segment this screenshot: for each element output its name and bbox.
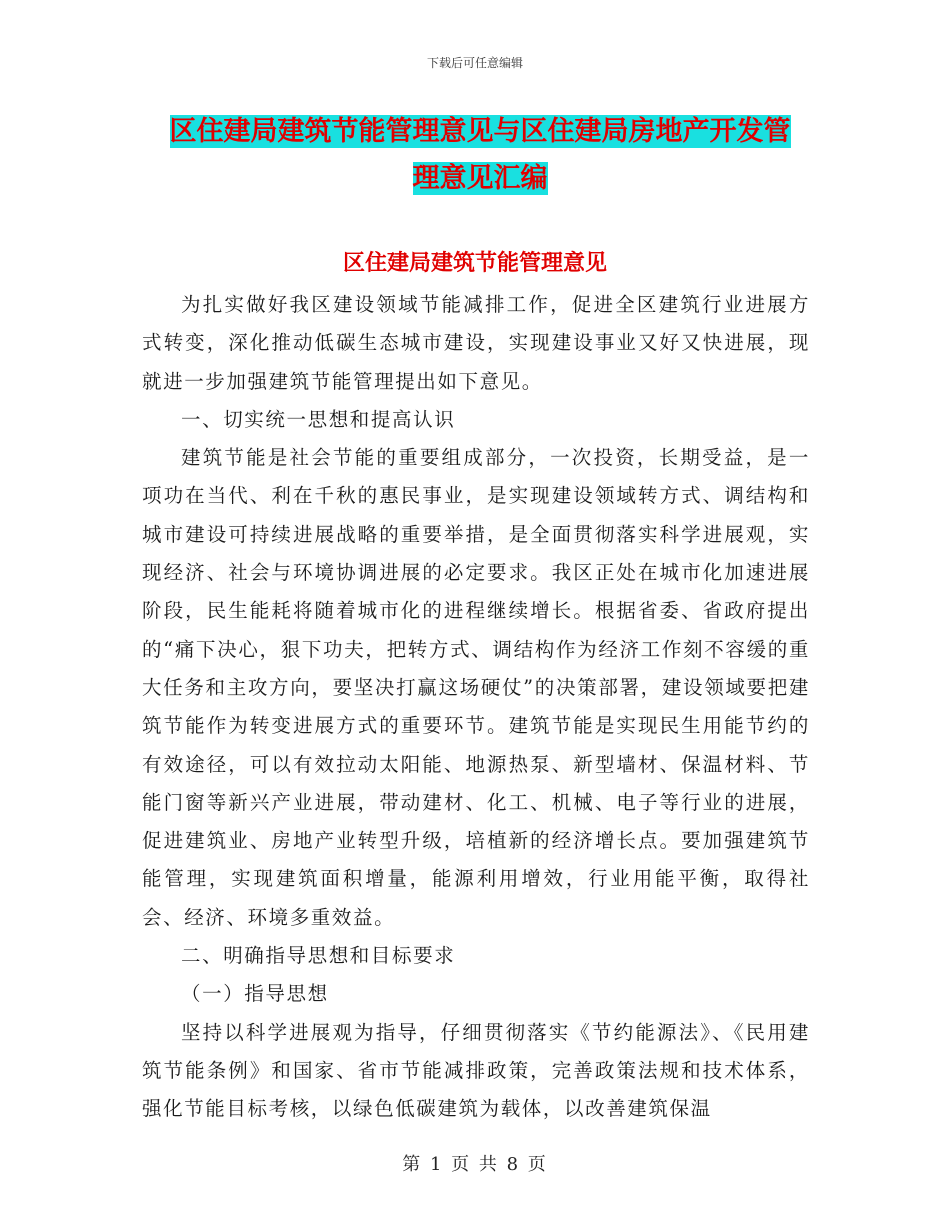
paragraph-1: 建筑节能是社会节能的重要组成部分，一次投资，长期受益，是一项功在当代、利在千秋的惠民事业，是实现建设领域转方式、调结构和城市建设可持续进展战略的重要举措，是全面贯彻落实科学进展观，实现经济、社会与环境协调进展的必定要求。我区正处在城市化加速进展阶段，民生能耗将随着城市化的进程继续增长。根据省委、省政府提出的“痛下决心，狠下功夫，把转方式、调结构作为经济工作刻不容缓的重大任务和主攻方向，要坚决打赢这场硬仗”的决策部署，建设领域要把建筑节能作为转变进展方式的重要环节。建筑节能是实现民生用能节约的有效途径，可以有效拉动太阳能、地源热泵、新型墙材、保温材料、节能门窗等新兴产业进展，带动建材、化工、机械、电子等行业的进展，促进建筑业、房地产业转型升级，培植新的经济增长点。要加强建筑节能管理，实现建筑面积增量，能源利用增效，行业用能平衡，取得社会、经济、环境多重效益。	[142, 446, 810, 929]
paragraph-2: 坚持以科学进展观为指导，仔细贯彻落实《节约能源法》、《民用建筑节能条例》和国家、省市节能减排政策，完善政策法规和技术体系，强化节能目标考核，以绿色低碳建筑为载体，以改善建筑保温	[142, 1020, 810, 1121]
document-body	[142, 286, 810, 1129]
footer-prefix: 第	[402, 1154, 423, 1175]
page-footer	[0, 1150, 950, 1176]
heading-1: 一、切实统一思想和提高认识	[181, 407, 456, 431]
document-title	[140, 108, 820, 202]
section-title: 区住建局建筑节能管理意见	[342, 251, 607, 276]
document-title-line-1: 区住建局建筑节能管理意见与区住建局房地产开发管	[169, 116, 791, 147]
heading-2-1: （一）指导思想	[181, 982, 329, 1006]
header-note: 下载后可任意编辑	[426, 56, 523, 70]
total-pages: 8	[506, 1154, 521, 1175]
page-number: 1	[429, 1154, 444, 1175]
footer-suffix: 页	[527, 1154, 548, 1175]
footer-middle: 页 共	[451, 1154, 499, 1175]
heading-2: 二、明确指导思想和目标要求	[181, 944, 456, 968]
paragraph-intro: 为扎实做好我区建设领域节能减排工作，促进全区建筑行业进展方式转变，深化推动低碳生态城市建设，实现建设事业又好又快进展，现就进一步加强建筑节能管理提出如下意见。	[142, 293, 810, 393]
document-title-line-2: 理意见汇编	[412, 163, 548, 194]
